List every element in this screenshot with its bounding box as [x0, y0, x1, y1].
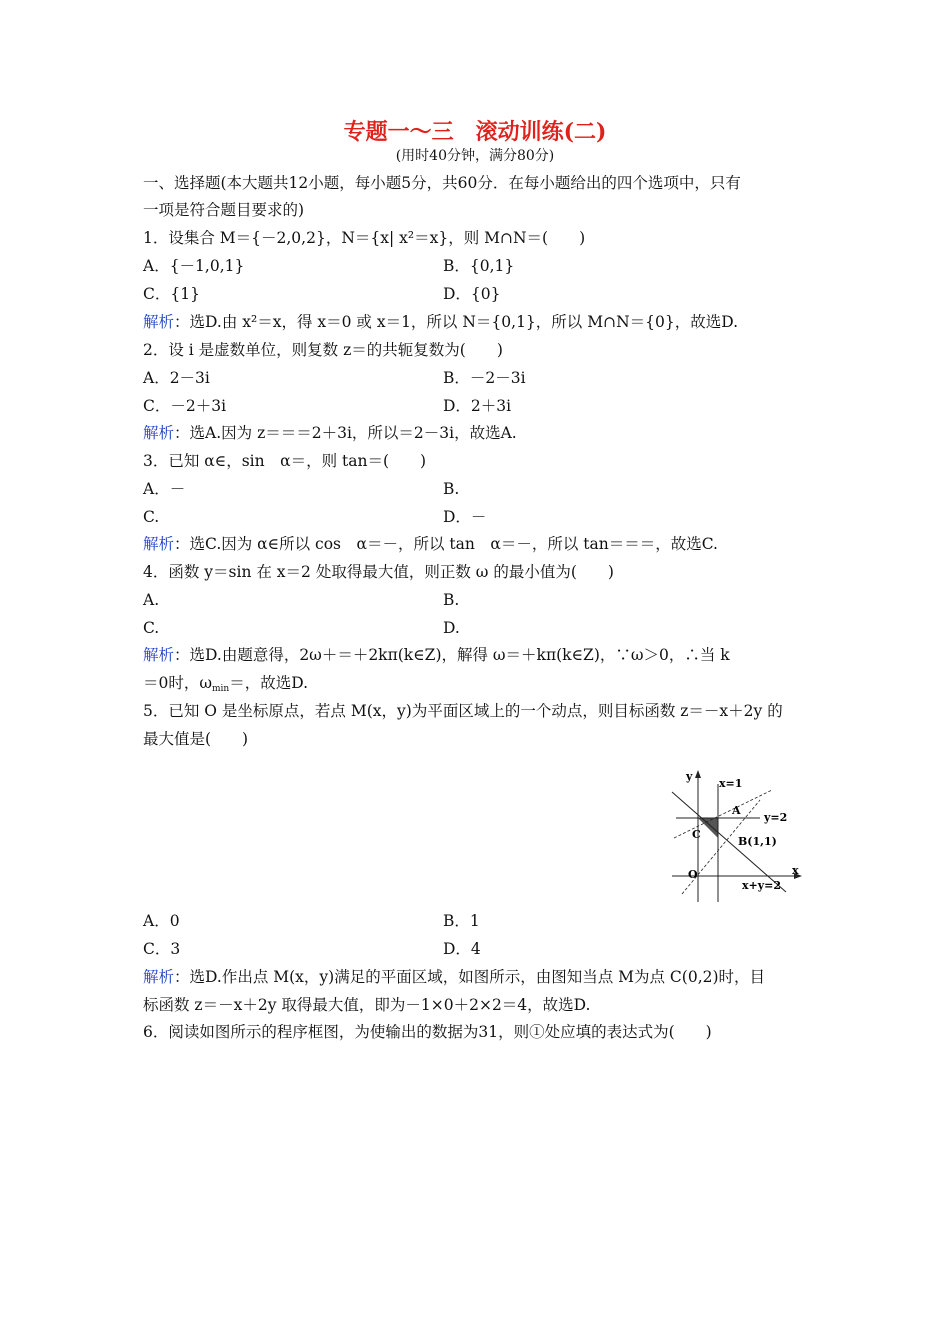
analysis-label: 解析: [143, 313, 175, 331]
point-a-label: A: [732, 804, 741, 817]
q5-option-c: C．3: [143, 940, 181, 958]
q4-option-d: D.: [443, 619, 460, 637]
q3-option-a: A．－: [143, 480, 186, 498]
q4-option-c: C.: [143, 619, 160, 637]
q4-analysis-text-1: ：选D.由题意得，2ω＋＝＋2kπ(k∈Z)，解得 ω＝＋kπ(k∈Z)，∵ω＞0，∴当 k: [174, 646, 730, 664]
analysis-label: 解析: [143, 535, 175, 553]
q2-stem: 2．设 i 是虚数单位，则复数 z＝的共轭复数为( ): [143, 341, 503, 359]
q5-option-b: B．1: [443, 912, 480, 930]
origin-label: O: [688, 868, 698, 881]
omega-subscript: min: [212, 684, 230, 694]
q1-option-c: C．{1}: [143, 285, 200, 303]
q1-option-b: B．{0,1}: [443, 257, 515, 275]
q5-analysis-line2: 标函数 z＝－x＋2y 取得最大值，即为－1×0＋2×2＝4，故选D.: [143, 996, 591, 1014]
page-subtitle: (用时40分钟，满分80分): [395, 148, 555, 164]
point-b-label: B(1,1): [738, 835, 777, 848]
q4-option-b: B.: [443, 591, 460, 609]
line-xy2-label: x+y=2: [742, 879, 782, 892]
q1-option-a: A．{－1,0,1}: [143, 257, 245, 275]
section-intro-line2: 一项是符合题目要求的): [143, 201, 305, 219]
q3-option-d: D．－: [443, 508, 487, 526]
region-figure: [668, 766, 808, 906]
q1-analysis: [143, 311, 738, 333]
q2-option-d: D．2＋3i: [443, 397, 512, 415]
q5-analysis-text-1: ：选D.作出点 M(x，y)满足的平面区域，如图所示，由图知当点 M为点 C(0,2)时，目: [174, 968, 766, 986]
section-intro-line1: 一、选择题(本大题共12小题，每小题5分，共60分．在每小题给出的四个选项中，只有: [143, 174, 741, 192]
q5-stem-line1: 5．已知 O 是坐标原点，若点 M(x，y)为平面区域上的一个动点，则目标函数 z＝－x＋2y 的: [143, 702, 783, 720]
q4-analysis-text-2a: ＝0时，ω: [143, 674, 213, 692]
q2-analysis-text: ：选A.因为 z＝＝＝2＋3i，所以＝2－3i，故选A.: [174, 424, 517, 442]
q2-option-b: B．－2－3i: [443, 369, 526, 387]
q3-stem: 3．已知 α∈，sin α＝，则 tan＝( ): [143, 452, 427, 470]
q3-analysis-text: ：选C.因为 α∈所以 cos α＝－，所以 tan α＝－，所以 tan＝＝＝，故选C.: [174, 535, 718, 553]
q3-analysis: [143, 533, 718, 555]
q5-option-a: A．0: [143, 912, 180, 930]
q3-option-b: B.: [443, 480, 460, 498]
q4-analysis: [143, 644, 730, 666]
q1-analysis-text: ：选D.由 x²＝x，得 x＝0 或 x＝1，所以 N＝{0,1}，所以 M∩N＝{0}，故选D.: [174, 313, 739, 331]
line-y2-label: y=2: [764, 811, 788, 824]
analysis-label: 解析: [143, 424, 175, 442]
point-c-label: C: [692, 828, 701, 841]
x-axis-label: x: [792, 864, 799, 877]
analysis-label: 解析: [143, 646, 175, 664]
q2-analysis: [143, 422, 517, 444]
page-title: 专题一～三 滚动训练(二): [343, 119, 607, 145]
q1-stem: 1．设集合 M＝{－2,0,2}，N＝{x| x²＝x}，则 M∩N＝( ): [143, 229, 586, 247]
q4-stem: 4．函数 y＝sin 在 x＝2 处取得最大值，则正数 ω 的最小值为( ): [143, 563, 614, 581]
q5-option-d: D．4: [443, 940, 481, 958]
q4-analysis-text-2b: ＝，故选D.: [229, 674, 309, 692]
q4-option-a: A.: [143, 591, 160, 609]
q3-option-c: C.: [143, 508, 160, 526]
q6-stem: 6．阅读如图所示的程序框图，为使输出的数据为31，则①处应填的表达式为( ): [143, 1023, 712, 1041]
q4-analysis-line2: [143, 672, 308, 700]
q2-option-a: A．2－3i: [143, 369, 210, 387]
q5-stem-line2: 最大值是( ): [143, 730, 249, 748]
q5-analysis: [143, 966, 765, 988]
y-axis-label: y: [686, 770, 693, 783]
feasible-region: [698, 818, 718, 838]
q1-option-d: D．{0}: [443, 285, 501, 303]
q2-option-c: C．－2＋3i: [143, 397, 227, 415]
analysis-label: 解析: [143, 968, 175, 986]
line-x1-label: x=1: [719, 777, 743, 790]
